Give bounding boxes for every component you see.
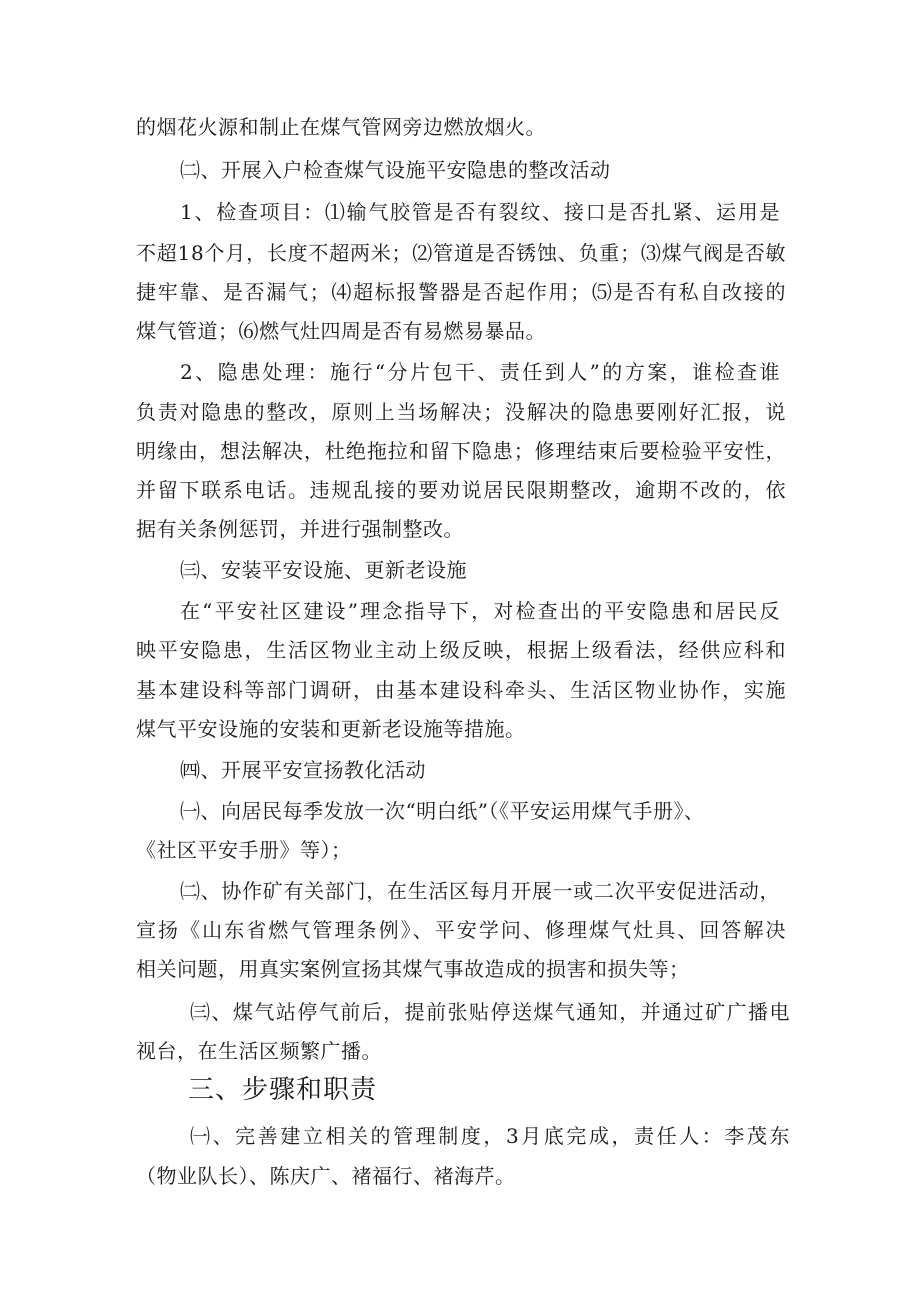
paragraph-line: 《社区平安手册》等）； <box>136 838 352 862</box>
paragraph-line: 据有关条例惩罚，并进行强制整改。 <box>136 517 464 541</box>
paragraph-line: ㈠、向居民每季发放一次“明白纸”（《平安运用煤气手册》、 <box>180 799 705 823</box>
subsection-heading: ㈣、开展平安宣扬教化活动 <box>180 758 426 782</box>
paragraph-line: （物业队长）、陈庆广、褚福行、褚海芹。 <box>136 1164 516 1188</box>
paragraph-line: 映平安隐患，生活区物业主动上级反映，根据上级看法，经供应科和 <box>136 638 788 662</box>
paragraph-line: 基本建设科等部门调研，由基本建设科牵头、生活区物业协作，实施 <box>136 678 788 702</box>
paragraph-line: 2、隐患处理：施行“分片包干、责任到人”的方案，谁检查谁 <box>180 360 782 384</box>
paragraph-line: 煤气管道；⑹燃气灶四周是否有易燃易暴品。 <box>136 319 546 343</box>
subsection-heading: ㈢、安装平安设施、更新老设施 <box>180 558 467 582</box>
section-heading: 三、步骤和职责 <box>188 1075 378 1105</box>
paragraph-line: 在“平安社区建设”理念指导下，对检查出的平安隐患和居民反 <box>180 599 782 623</box>
paragraph-line: 负责对隐患的整改，原则上当场解决；没解决的隐患要刚好汇报，说 <box>136 400 788 424</box>
paragraph-line: 的烟花火源和制止在煤气管网旁边燃放烟火。 <box>136 115 546 139</box>
paragraph-line: 煤气平安设施的安装和更新老设施等措施。 <box>136 717 526 741</box>
paragraph-line: 明缘由，想法解决，杜绝拖拉和留下隐患；修理结束后要检验平安性， <box>136 439 787 463</box>
paragraph-line: ㈠、完善建立相关的管理制度，3月底完成，责任人：李茂东 <box>190 1124 793 1148</box>
paragraph-line: 不超18个月，长度不超两米；⑵管道是否锈蚀、负重；⑶煤气阀是否敏 <box>136 241 787 265</box>
paragraph-line: 相关问题，用真实案例宣扬其煤气事故造成的损害和损失等； <box>136 957 690 981</box>
paragraph-line: 捷牢靠、是否漏气；⑷超标报警器是否起作用；⑸是否有私自改接的 <box>136 280 788 304</box>
subsection-heading: ㈡、开展入户检查煤气设施平安隐患的整改活动 <box>180 158 611 182</box>
paragraph-line: ㈡、协作矿有关部门，在生活区每月开展一或二次平安促进活动， <box>180 879 781 903</box>
paragraph-line: 宣扬《山东省燃气管理条例》、平安学问、修理煤气灶具、回答解决 <box>136 918 788 942</box>
paragraph-line: ㈢、煤气站停气前后，提前张贴停送煤气通知，并通过矿广播电 <box>190 1000 791 1024</box>
paragraph-line: 并留下联系电话。违规乱接的要劝说居民限期整改，逾期不改的，依 <box>136 478 788 502</box>
paragraph-line: 1、检查项目：⑴输气胶管是否有裂纹、接口是否扎紧、运用是 <box>180 200 782 224</box>
paragraph-line: 视台，在生活区频繁广播。 <box>136 1039 382 1063</box>
